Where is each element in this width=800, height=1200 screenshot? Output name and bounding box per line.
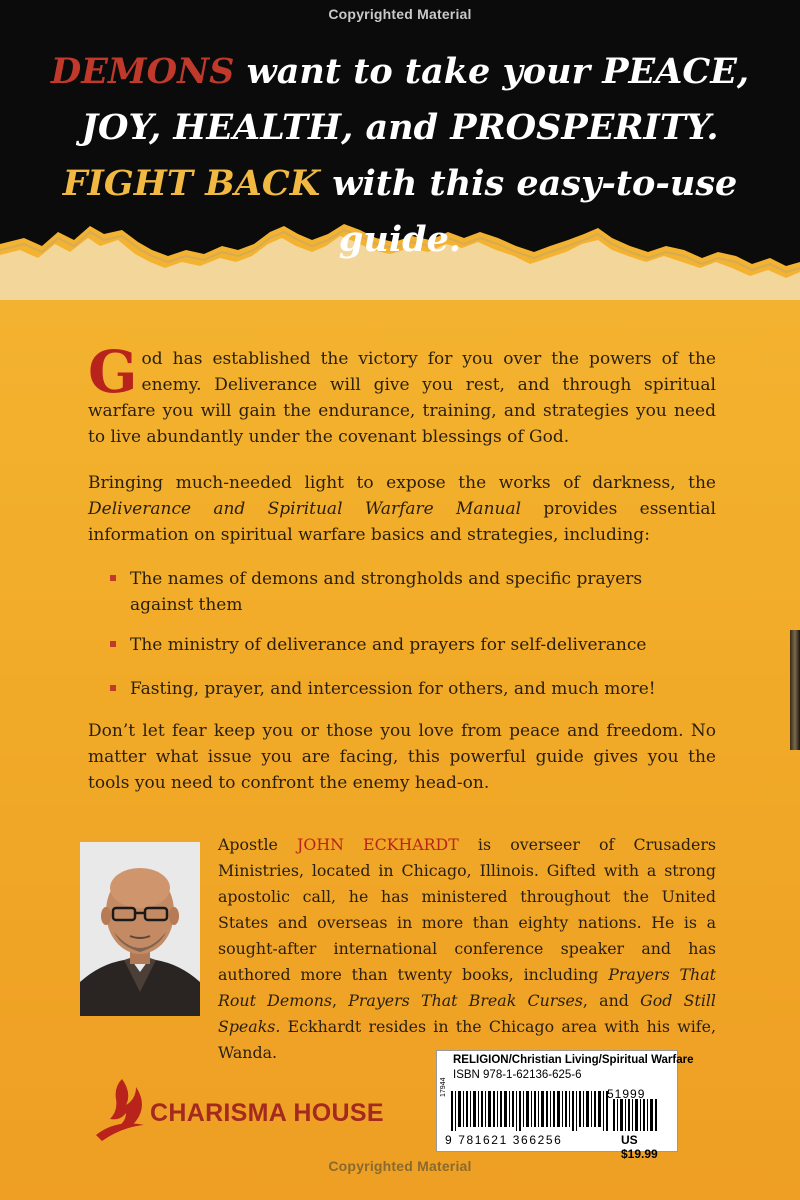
author-portrait-graphic	[80, 842, 200, 1016]
headline-fight-back: FIGHT BACK	[62, 163, 321, 204]
bullet-square-icon	[110, 641, 116, 647]
headline	[0, 44, 800, 268]
barcode-category: RELIGION/Christian Living/Spiritual Warfare	[453, 1054, 694, 1066]
price-label: US $19.99	[621, 1133, 658, 1161]
author-bio: Apostle JOHN ECKHARDT is overseer of Crusaders Ministries, located in Chicago, Illinois. Gifted with a strong apostolic call, he has ministered throughout the United States and overseas in more than eighty nations. He is a sought-after international conference speaker and has authored more than twenty books, including Prayers That Rout Demons, Prayers That Break Curses, and God Still Speaks. Eckhardt resides in the Chicago area with his wife, Wanda.	[218, 835, 716, 1062]
flame-icon	[92, 1075, 148, 1145]
headline-line-1: DEMONS want to take your PEACE,	[50, 51, 750, 92]
barcode-side-code: 17944	[440, 1077, 447, 1097]
description-paragraph: Bringing much-needed light to expose the works of darkness, the Deliverance and Spiritual Warfare Manual provides essential information on spiritual warfare basics and strategies, including:	[88, 473, 716, 545]
publisher-name: CHARISMA HOUSE	[150, 1099, 384, 1127]
isbn-number: ISBN 978-1-62136-625-6	[453, 1069, 582, 1081]
bullet-square-icon	[110, 685, 116, 691]
bullet-item: Fasting, prayer, and intercession for others, and much more!	[110, 676, 710, 702]
bullet-item: The ministry of deliverance and prayers for self-deliverance	[110, 632, 710, 658]
book-title-1: Prayers That Rout Demons	[218, 965, 716, 1010]
bullet-square-icon	[110, 575, 116, 581]
publisher-logo	[92, 1075, 392, 1145]
barcode-addon-number: 51999	[607, 1087, 646, 1101]
closing-paragraph: Don’t let fear keep you or those you love from peace and freedom. No matter what issue you are facing, this powerful guide gives you the tools you need to confront the enemy head-on.	[88, 721, 716, 793]
bullet-item: The names of demons and strongholds and specific prayers against them	[110, 566, 710, 618]
intro-paragraph: God has established the victory for you over the powers of the enemy. Deliverance will give you rest, and through spiritual warfare you will gain the endurance, training, and strategies you need to live abundantly under the covenant blessings of God.	[88, 338, 716, 447]
copyright-notice-top: Copyrighted Material	[328, 6, 472, 22]
barcode-number: 9 781621 366256	[445, 1133, 563, 1147]
book-title-3: God Still Speaks.	[218, 991, 716, 1036]
book-title: Deliverance and Spiritual Warfare Manual	[88, 499, 522, 519]
author-name: JOHN ECKHARDT	[297, 835, 459, 854]
author-photo	[80, 842, 200, 1016]
copyright-notice-bottom: Copyrighted Material	[328, 1158, 472, 1174]
headline-line-2: JOY, HEALTH, and PROSPERITY.	[81, 107, 719, 148]
headline-demons: DEMONS	[50, 51, 235, 92]
barcode-panel	[436, 1050, 694, 1161]
page-edge-shadow	[790, 630, 800, 750]
drop-cap: G	[88, 338, 138, 406]
book-title-2: Prayers That Break Curses	[348, 991, 583, 1010]
headline-line-3: FIGHT BACK with this easy-to-use guide.	[62, 163, 738, 260]
